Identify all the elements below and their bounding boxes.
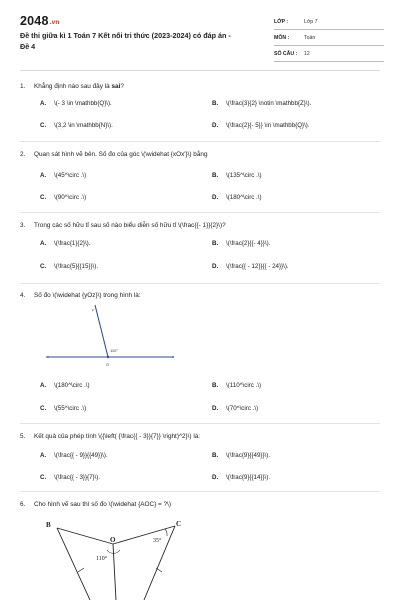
option-letter: C. bbox=[40, 263, 47, 270]
meta-label: MÔN : bbox=[274, 35, 290, 41]
angle-left-label: 110° bbox=[96, 556, 108, 562]
figure-angle-aoc bbox=[40, 514, 200, 600]
question-number: 5. bbox=[20, 433, 26, 440]
option-b[interactable] bbox=[212, 172, 262, 179]
option-letter: A. bbox=[40, 452, 47, 459]
question-number: 3. bbox=[20, 222, 26, 229]
option-text: \(180^\circ .\) bbox=[54, 382, 90, 389]
option-text: \(45^\circ .\) bbox=[54, 172, 87, 179]
question-suffix: ? bbox=[120, 83, 124, 90]
site-logo[interactable] bbox=[20, 14, 60, 28]
option-text: \(- 3 \in \mathbb{Q}\). bbox=[54, 100, 112, 107]
exam-title: Đề thi giữa kì 1 Toán 7 Kết nối tri thức (2023-2024) có đáp án - Đề 4 bbox=[20, 31, 231, 51]
option-c[interactable] bbox=[40, 263, 98, 270]
option-text: \(\frac{{ - 9}}{{49}}\). bbox=[54, 452, 108, 459]
option-text: \(\frac{9}{{49}}\). bbox=[226, 452, 271, 459]
question-number: 2. bbox=[20, 151, 26, 158]
option-letter: B. bbox=[212, 452, 219, 459]
meta-label: LỚP : bbox=[274, 19, 289, 25]
question-text bbox=[20, 150, 380, 159]
option-letter: B. bbox=[212, 100, 219, 107]
header-divider bbox=[20, 70, 380, 71]
question-text bbox=[20, 221, 380, 230]
meta-row-subject bbox=[274, 32, 384, 46]
option-d[interactable] bbox=[212, 263, 289, 270]
question-3 bbox=[20, 221, 380, 270]
question-6 bbox=[20, 500, 380, 509]
point-o-label: O bbox=[110, 536, 116, 544]
option-c[interactable] bbox=[40, 122, 113, 129]
logo-suffix: .vn bbox=[49, 19, 60, 26]
point-o-dot bbox=[107, 356, 109, 358]
angle-label: 110° bbox=[110, 348, 118, 353]
point-c-label: C bbox=[176, 520, 182, 528]
option-text: \(\frac{3}{2} \notin \mathbb{Z}\). bbox=[226, 100, 312, 107]
question-1 bbox=[20, 82, 380, 129]
option-b[interactable] bbox=[212, 452, 270, 459]
option-letter: A. bbox=[40, 100, 47, 107]
point-b-label: B bbox=[46, 521, 51, 529]
option-c[interactable] bbox=[40, 474, 100, 481]
option-text: \(\frac{5}{{15}}\). bbox=[54, 263, 99, 270]
option-b[interactable] bbox=[212, 240, 270, 247]
option-a[interactable] bbox=[40, 100, 112, 107]
option-letter: B. bbox=[212, 382, 219, 389]
header bbox=[20, 14, 385, 66]
option-d[interactable] bbox=[212, 474, 270, 481]
tick-mark-left bbox=[78, 568, 84, 572]
option-letter: B. bbox=[212, 172, 219, 179]
question-divider bbox=[20, 212, 380, 213]
option-text: \(135^\circ .\) bbox=[226, 172, 262, 179]
question-divider bbox=[20, 423, 380, 424]
option-letter: C. bbox=[40, 194, 47, 201]
option-a[interactable] bbox=[40, 452, 108, 459]
option-letter: B. bbox=[212, 240, 219, 247]
question-prefix: Số đo \(\widehat {yOz}\) trong hình là: bbox=[34, 292, 141, 299]
option-letter: C. bbox=[40, 405, 47, 412]
option-b[interactable] bbox=[212, 382, 261, 389]
option-letter: D. bbox=[212, 194, 219, 201]
option-letter: C. bbox=[40, 474, 47, 481]
question-divider bbox=[20, 491, 380, 492]
question-prefix: Quan sát hình vẽ bên. Số đo của góc \(\widehat {xOx'}\) bằng bbox=[34, 151, 208, 158]
question-2 bbox=[20, 150, 380, 201]
option-text: \(\frac{{ - 3}}{7}\). bbox=[54, 474, 101, 481]
option-text: \(\frac{9}{{14}}\). bbox=[226, 474, 271, 481]
option-text: \(\frac{2}{{- 4}}\). bbox=[226, 240, 271, 247]
option-letter: D. bbox=[212, 263, 219, 270]
option-a[interactable] bbox=[40, 382, 90, 389]
segment-bo bbox=[57, 528, 113, 544]
option-c[interactable] bbox=[40, 194, 86, 201]
option-d[interactable] bbox=[212, 122, 310, 129]
meta-row-class bbox=[274, 16, 384, 30]
option-d[interactable] bbox=[212, 405, 258, 412]
ray-z-label: z bbox=[92, 308, 94, 312]
logo-text: 2048 bbox=[20, 14, 49, 28]
question-text bbox=[20, 82, 380, 91]
ray-oz bbox=[95, 305, 108, 357]
question-divider bbox=[20, 141, 380, 142]
question-text bbox=[20, 500, 380, 509]
option-letter: A. bbox=[40, 172, 47, 179]
question-divider bbox=[20, 283, 380, 284]
question-5 bbox=[20, 432, 380, 481]
question-number: 6. bbox=[20, 501, 26, 508]
option-letter: A. bbox=[40, 382, 47, 389]
question-prefix: Kết quả của phép tính \({\left( {\frac{{ - 3}}{7}} \right)^2}\) là: bbox=[34, 433, 201, 440]
angle-right-label: 35° bbox=[153, 538, 162, 544]
meta-row-count bbox=[274, 48, 384, 62]
option-text: \(\frac{{ - 12}}{{ - 24}}\). bbox=[226, 263, 289, 270]
option-text: \(\frac{1}{2}\). bbox=[54, 240, 91, 247]
option-b[interactable] bbox=[212, 100, 311, 107]
question-bold: sai bbox=[111, 83, 121, 90]
option-text: \(\frac{2}{- 5}} \in \mathbb{Q}\). bbox=[226, 122, 310, 129]
question-prefix: Cho hình vẽ sau thì số đo \(\widehat {AOC} = ?\) bbox=[34, 501, 171, 508]
segment-oa bbox=[113, 544, 116, 600]
question-number: 4. bbox=[20, 292, 26, 299]
option-letter: C. bbox=[40, 122, 47, 129]
meta-value: Lớp 7 bbox=[304, 19, 318, 25]
point-o-label: O bbox=[106, 363, 109, 367]
figure-angle-yoz bbox=[40, 300, 190, 376]
question-number: 1. bbox=[20, 83, 26, 90]
question-4 bbox=[20, 291, 380, 300]
option-d[interactable] bbox=[212, 194, 262, 201]
option-text: \(55^\circ .\) bbox=[54, 405, 87, 412]
option-letter: D. bbox=[212, 405, 219, 412]
option-letter: D. bbox=[212, 122, 219, 129]
question-prefix: Trong các số hữu tỉ sau số nào biểu diễn số hữu tỉ \(\frac{{- 1}}{2}\)? bbox=[34, 222, 226, 229]
question-text bbox=[20, 432, 380, 441]
question-prefix: Khẳng định nào sau đây là bbox=[34, 83, 112, 90]
question-text bbox=[20, 291, 380, 300]
point-right-dot bbox=[172, 356, 174, 358]
option-a[interactable] bbox=[40, 240, 90, 247]
option-c[interactable] bbox=[40, 405, 86, 412]
option-text: \(180^\circ .\) bbox=[226, 194, 262, 201]
option-text: \(3,2 \in \mathbb{N}\). bbox=[54, 122, 113, 129]
option-letter: D. bbox=[212, 474, 219, 481]
option-letter: A. bbox=[40, 240, 47, 247]
meta-value: 12 bbox=[304, 51, 310, 57]
meta-value: Toán bbox=[304, 35, 316, 41]
meta-label: SỐ CÂU : bbox=[274, 51, 298, 57]
segment-b-down bbox=[57, 528, 90, 600]
exam-meta bbox=[274, 16, 384, 64]
option-text: \(90^\circ .\) bbox=[54, 194, 87, 201]
point-left-dot bbox=[47, 356, 49, 358]
option-text: \(70^\circ .\) bbox=[226, 405, 259, 412]
option-text: \(110^\circ .\) bbox=[226, 382, 262, 389]
segment-co bbox=[113, 526, 175, 544]
option-a[interactable] bbox=[40, 172, 86, 179]
angle-arc-c bbox=[165, 529, 167, 536]
